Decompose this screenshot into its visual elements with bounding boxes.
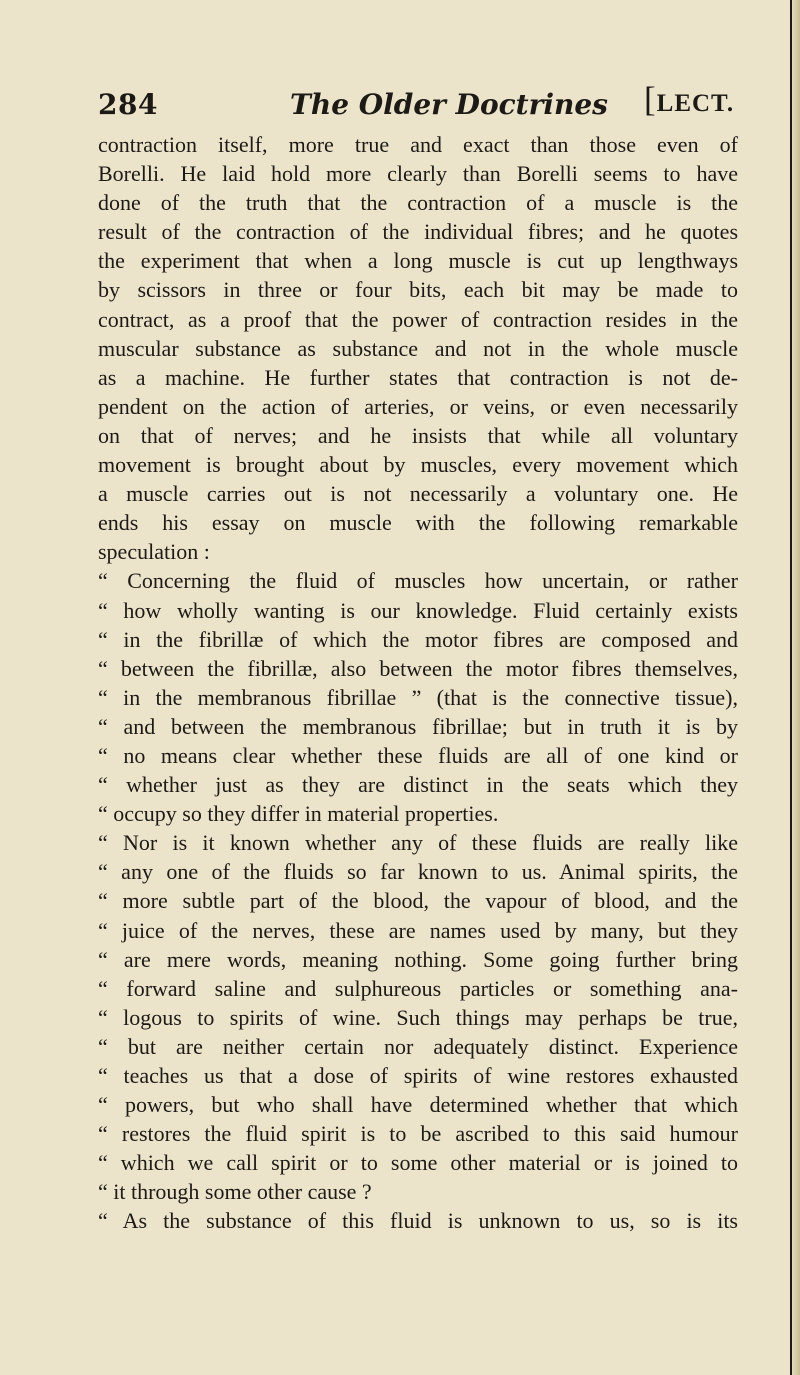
quote-line: “ logous to spirits of wine. Such things may perhaps be true,	[98, 1004, 738, 1030]
running-title: The Older Doctrines	[290, 88, 608, 121]
quote-line: “ Concerning the fluid of muscles how uncertain, or rather	[98, 568, 738, 594]
quote-line: “ in the fibrillæ of which the motor fibres are composed and	[98, 626, 738, 652]
quote-line: “ whether just as they are distinct in the seats which they	[98, 772, 738, 798]
quote-line: “ more subtle part of the blood, the vapour of blood, and the	[98, 888, 738, 914]
text-line: ends his essay on muscle with the following remarkable	[98, 510, 738, 536]
quote-line: “ between the fibrillæ, also between the motor fibres themselves,	[98, 655, 738, 681]
quote-line: “ how wholly wanting is our knowledge. Fluid certainly exists	[98, 597, 738, 623]
body-text	[98, 130, 738, 1236]
lecture-text: LECT.	[656, 90, 735, 117]
quote-line: “ As the substance of this fluid is unknown to us, so is its	[98, 1208, 738, 1234]
text-line: done of the truth that the contraction of a muscle is the	[98, 190, 738, 216]
quote-line: “ which we call spirit or to some other material or is joined to	[98, 1150, 738, 1176]
text-line: as a machine. He further states that contraction is not de-	[98, 364, 738, 390]
quote-line: “ teaches us that a dose of spirits of wine restores exhausted	[98, 1063, 738, 1088]
quote-line: “ juice of the nerves, these are names used by many, but they	[98, 917, 738, 943]
quote-line: “ restores the fluid spirit is to be ascribed to this said humour	[98, 1121, 738, 1147]
lecture-label	[644, 82, 734, 119]
text-line: movement is brought about by muscles, every movement which	[98, 452, 738, 478]
text-line: on that of nerves; and he insists that while all voluntary	[98, 422, 738, 448]
quote-line: “ and between the membranous fibrillae; but in truth it is by	[98, 713, 738, 739]
quote-line: “ but are neither certain nor adequately distinct. Experience	[98, 1033, 738, 1059]
text-line: Borelli. He laid hold more clearly than Borelli seems to have	[98, 161, 738, 187]
text-line: a muscle carries out is not necessarily a voluntary one. He	[98, 481, 738, 507]
lecture-bracket: [	[644, 80, 656, 119]
quote-line: “ any one of the fluids so far known to us. Animal spirits, the	[98, 859, 738, 885]
text-line: contract, as a proof that the power of contraction resides in the	[98, 306, 738, 332]
text-line: contraction itself, more true and exact than those even of	[98, 132, 738, 157]
text-line: muscular substance as substance and not in the whole muscle	[98, 335, 738, 361]
text-line: by scissors in three or four bits, each bit may be made to	[98, 277, 738, 303]
quote-line: “ are mere words, meaning nothing. Some going further bring	[98, 946, 738, 972]
quote-line: “ it through some other cause ?	[98, 1179, 372, 1205]
quote-line: “ no means clear whether these fluids are all of one kind or	[98, 742, 738, 768]
text-line: speculation :	[98, 539, 210, 565]
quote-line: “ Nor is it known whether any of these fluids are really like	[98, 830, 738, 856]
quote-line: “ forward saline and sulphureous particles or something ana-	[98, 975, 738, 1001]
quote-line: “ powers, but who shall have determined whether that which	[98, 1092, 738, 1118]
page-header	[0, 80, 800, 128]
quote-line: “ occupy so they differ in material properties.	[98, 801, 499, 827]
quote-line: “ in the membranous fibrillae ” (that is the connective tissue),	[98, 684, 738, 710]
page-edge-line	[790, 0, 792, 1375]
page-number: 284	[98, 88, 158, 121]
text-line: the experiment that when a long muscle is cut up lengthways	[98, 248, 738, 274]
text-line: result of the contraction of the individual fibres; and he quotes	[98, 219, 738, 245]
text-line: pendent on the action of arteries, or veins, or even necessarily	[98, 393, 738, 419]
